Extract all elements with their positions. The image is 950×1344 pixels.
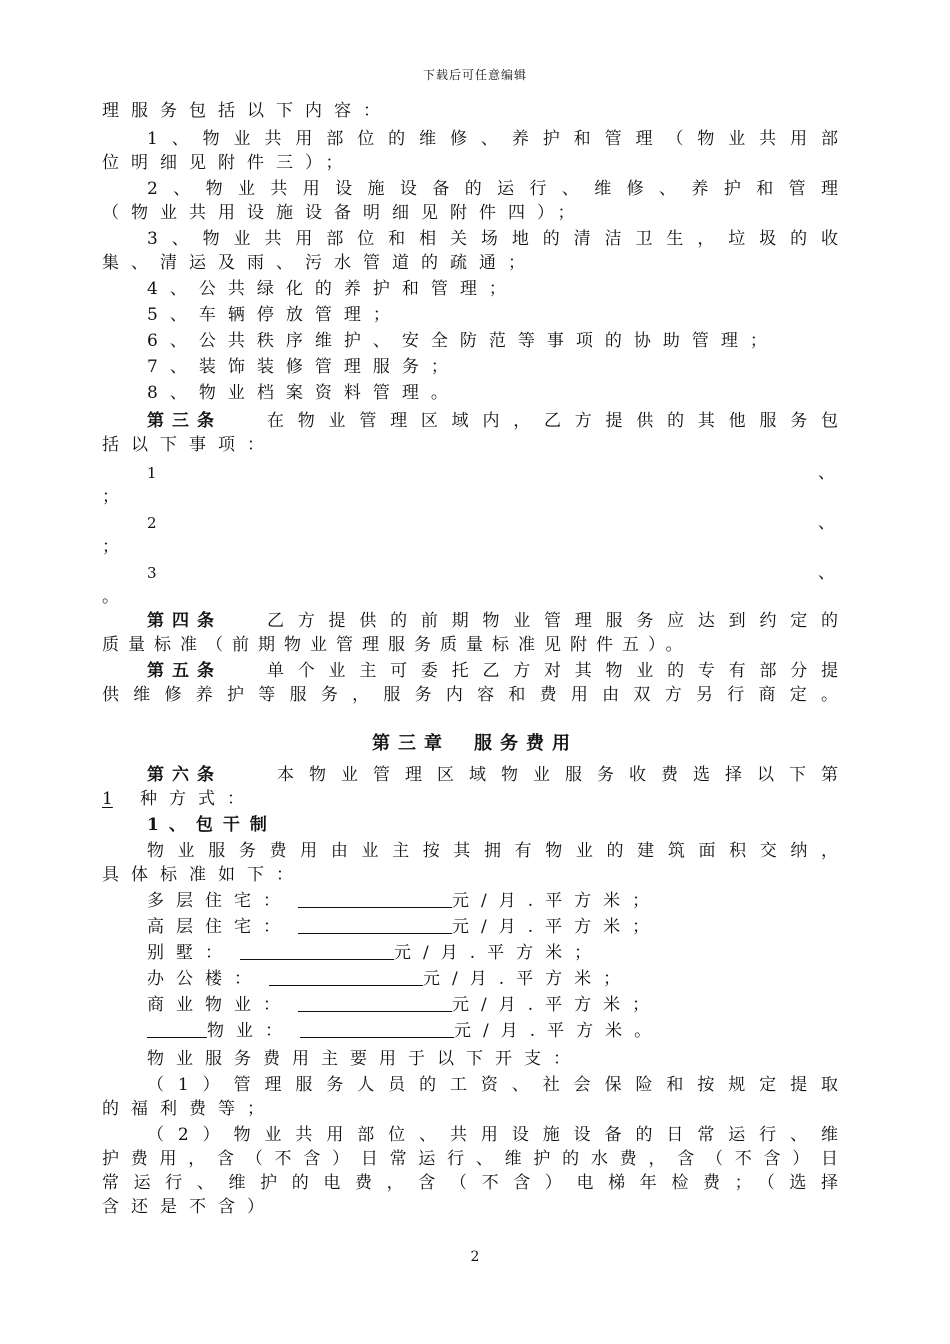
fee-blank	[298, 890, 452, 908]
expense-2-line1: （2）物业共用部位、共用设施设备的日常运行、维	[147, 1125, 838, 1145]
expense-1-line2: 的福利费等；	[102, 1099, 276, 1119]
property-type-blank	[147, 1020, 207, 1038]
article-6-line1	[147, 764, 838, 786]
chapter-name: 服务费用	[474, 733, 578, 754]
article-3-text: 在物业管理区域内，乙方提供的其他服务包	[267, 411, 838, 431]
article-6-text: 本物业管理区域物业服务收费选择以下第	[277, 765, 838, 785]
item-1-line1: 1、物业共用部位的维修、养护和管理（物业共用部	[147, 129, 838, 149]
page-header: 下载后可任意编辑	[422, 68, 527, 82]
item-8: 8、物业档案资料管理。	[147, 383, 460, 403]
article-3-line1	[147, 410, 838, 432]
fee-blank	[298, 916, 452, 934]
chapter-number: 第三章	[372, 733, 450, 754]
article-4-label: 第四条	[147, 611, 222, 631]
fee-intro-line2: 具体标准如下：	[102, 865, 305, 885]
other-item-3-tail: 。	[102, 587, 119, 607]
item-6: 6、公共秩序维护、安全防范等事项的协助管理；	[147, 331, 779, 351]
fee-label: 商业物业：	[147, 995, 292, 1015]
article-5-line2: 供维修养护等服务，服务内容和费用由双方另行商定。	[102, 685, 838, 705]
article-4-text: 乙方提供的前期物业管理服务应达到约定的	[267, 611, 838, 631]
article-5-label: 第五条	[147, 661, 222, 681]
fee-blank	[300, 1020, 454, 1038]
other-item-2-num: 2	[147, 514, 157, 532]
intro-text: 理服务包括以下内容：	[102, 101, 392, 121]
item-3-line2: 集、清运及雨、污水管道的疏通；	[102, 253, 537, 273]
fee-row-office	[147, 968, 838, 990]
other-item-3-num: 3	[147, 564, 157, 582]
fee-row-highrise	[147, 916, 838, 938]
fee-intro-line1: 物业服务费用由业主按其拥有物业的建筑面积交纳，	[147, 841, 838, 861]
article-6-line2	[102, 788, 838, 810]
fee-row-villa	[147, 942, 838, 964]
expense-2-line2: 护费用，含（不含）日常运行、维护的水费，含（不含）日	[102, 1149, 838, 1169]
other-item-3-end: 、	[818, 563, 835, 583]
fee-unit: 元/月.平方米；	[452, 917, 662, 937]
item-2-line1: 2、物业共用设施设备的运行、维修、养护和管理	[147, 179, 838, 199]
other-item-2-tail: ；	[102, 537, 119, 557]
fee-method-choice: 1	[102, 789, 113, 809]
fee-row-other	[147, 1020, 838, 1042]
fee-row-multistory	[147, 890, 838, 912]
expense-intro: 物业服务费用主要用于以下开支：	[147, 1049, 582, 1069]
item-2-line2: （物业共用设施设备明细见附件四）；	[102, 203, 587, 223]
fee-blank	[298, 994, 452, 1012]
fee-unit: 元/月.平方米；	[452, 891, 662, 911]
other-item-1-end: 、	[818, 463, 835, 483]
fee-label: 别墅：	[147, 943, 234, 963]
fee-unit: 元/月.平方米。	[454, 1021, 664, 1041]
fee-row-commercial	[147, 994, 838, 1016]
other-item-2-end: 、	[818, 513, 835, 533]
item-4: 4、公共绿化的养护和管理；	[147, 279, 518, 299]
page-number: 2	[470, 1249, 480, 1265]
fee-blank	[269, 968, 423, 986]
article-5-text: 单个业主可委托乙方对其物业的专有部分提	[267, 661, 838, 681]
other-item-1-num: 1	[147, 464, 157, 482]
article-3-label: 第三条	[147, 411, 222, 431]
other-item-1-tail: ；	[102, 487, 119, 507]
item-7: 7、装饰装修管理服务；	[147, 357, 460, 377]
item-5: 5、车辆停放管理；	[147, 305, 402, 325]
fee-unit: 元/月.平方米；	[394, 943, 604, 963]
fee-label: 物业：	[207, 1021, 294, 1041]
fee-label: 办公楼：	[147, 969, 263, 989]
article-6-label: 第六条	[147, 765, 222, 785]
expense-1-line1: （1）管理服务人员的工资、社会保险和按规定提取	[147, 1075, 838, 1095]
chapter-title	[0, 729, 950, 755]
article-6-line2-text: 种方式：	[140, 789, 256, 809]
item-3-line1: 3、物业共用部位和相关场地的清洁卫生，垃圾的收	[147, 229, 838, 249]
fee-label: 高层住宅：	[147, 917, 292, 937]
method-1-heading: 1、包干制	[147, 815, 277, 835]
fee-unit: 元/月.平方米；	[452, 995, 662, 1015]
expense-2-line3: 常运行、维护的电费，含（不含）电梯年检费；（选择	[102, 1173, 838, 1193]
article-5-line1	[147, 660, 838, 682]
article-4-line1	[147, 610, 838, 632]
item-1-line2: 位明细见附件三）；	[102, 153, 355, 173]
article-3-line2: 括以下事项：	[102, 435, 276, 455]
fee-label: 多层住宅：	[147, 891, 292, 911]
expense-2-line4: 含还是不含）	[102, 1197, 276, 1217]
fee-unit: 元/月.平方米；	[423, 969, 633, 989]
fee-blank	[240, 942, 394, 960]
article-4-line2: 质量标准（前期物业管理服务质量标准见附件五）。	[102, 635, 692, 655]
